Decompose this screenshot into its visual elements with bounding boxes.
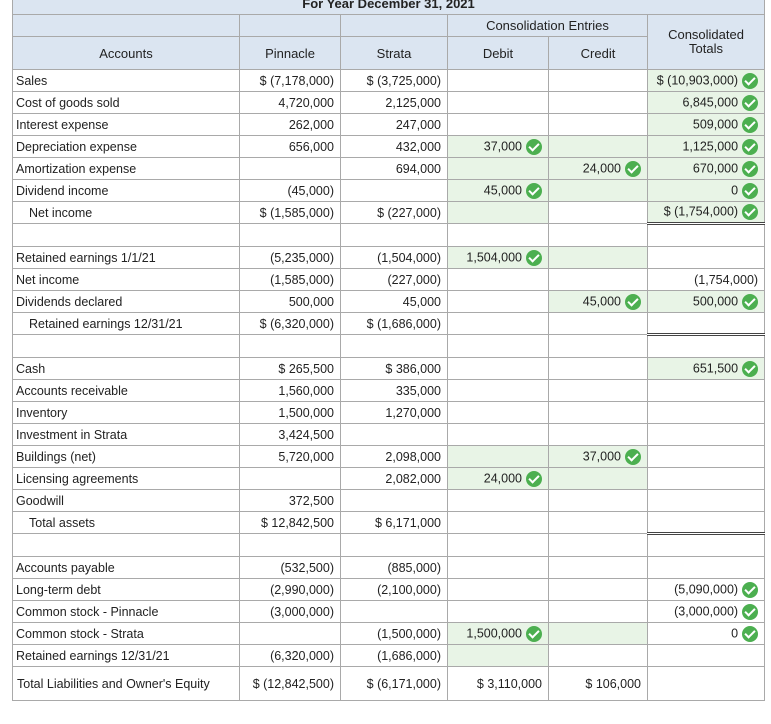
strata-cell	[341, 446, 448, 468]
pinnacle-cell-value: (532,500)	[280, 560, 334, 575]
table-row	[13, 158, 765, 180]
table-row	[13, 623, 765, 645]
checkmark-icon	[742, 139, 758, 155]
table-row	[13, 202, 765, 224]
consolidated-total-input-value: 6,845,000	[682, 94, 739, 109]
debit-input[interactable]	[448, 424, 549, 446]
pinnacle-cell-value: 262,000	[288, 117, 334, 132]
consolidated-total-input[interactable]	[648, 645, 765, 667]
consolidated-total-input[interactable]	[648, 180, 765, 202]
consolidated-total-input[interactable]	[648, 202, 765, 224]
account-name: Sales	[13, 70, 240, 92]
pinnacle-cell	[240, 512, 341, 534]
pinnacle-cell-value: 1,560,000	[278, 383, 334, 398]
debit-input[interactable]	[448, 92, 549, 114]
credit-input[interactable]	[549, 202, 648, 224]
consolidated-total-input[interactable]	[648, 358, 765, 380]
checkmark-icon	[742, 361, 758, 377]
strata-cell	[341, 269, 448, 291]
strata-cell	[341, 468, 448, 490]
strata-cell	[341, 490, 448, 512]
header-blank	[13, 15, 240, 37]
pinnacle-cell	[240, 579, 341, 601]
credit-input[interactable]	[549, 136, 648, 158]
debit-header: Debit	[448, 37, 549, 70]
pinnacle-cell-value: $ (12,842,500)	[252, 676, 334, 691]
strata-cell	[341, 136, 448, 158]
account-name: Goodwill	[13, 490, 240, 512]
consolidated-total-input[interactable]	[648, 557, 765, 579]
debit-input[interactable]	[448, 557, 549, 579]
strata-cell-value: 694,000	[395, 161, 441, 176]
checkmark-icon	[526, 139, 542, 155]
debit-input[interactable]	[448, 446, 549, 468]
credit-input[interactable]	[549, 645, 648, 667]
consolidated-totals-header: Consolidated Totals	[648, 15, 765, 70]
credit-input-value: 24,000	[582, 160, 621, 175]
table-row	[13, 446, 765, 468]
pinnacle-cell	[240, 92, 341, 114]
consolidated-total-input-value: 0	[731, 182, 739, 197]
pinnacle-cell	[240, 70, 341, 92]
consolidation-worksheet	[12, 0, 765, 701]
pinnacle-cell-value: 5,720,000	[278, 449, 334, 464]
pinnacle-cell	[240, 114, 341, 136]
debit-input[interactable]	[448, 645, 549, 667]
pinnacle-cell	[240, 490, 341, 512]
consolidated-total-input[interactable]	[648, 623, 765, 645]
strata-cell	[341, 291, 448, 313]
strata-cell-value: 2,082,000	[385, 471, 441, 486]
consolidated-total-input[interactable]	[648, 380, 765, 402]
credit-input[interactable]	[549, 490, 648, 512]
credit-input[interactable]	[549, 446, 648, 468]
strata-cell-value: $ (6,171,000)	[366, 676, 441, 691]
strata-cell-value: $ (3,725,000)	[366, 73, 441, 88]
pinnacle-cell-value: (2,990,000)	[270, 582, 334, 597]
strata-cell	[341, 158, 448, 180]
table-row	[13, 667, 765, 701]
spacer-cell	[13, 224, 240, 247]
consolidated-total-input[interactable]	[648, 136, 765, 158]
account-name: Buildings (net)	[13, 446, 240, 468]
pinnacle-cell-value: $ (7,178,000)	[259, 73, 334, 88]
consolidated-total-input[interactable]	[648, 92, 765, 114]
account-name: Cost of goods sold	[13, 92, 240, 114]
credit-input[interactable]	[549, 247, 648, 269]
debit-input[interactable]	[448, 402, 549, 424]
credit-input[interactable]	[549, 291, 648, 313]
worksheet-title: For Year December 31, 2021	[13, 0, 765, 15]
spacer-cell	[341, 534, 448, 557]
account-name: Common stock - Strata	[13, 623, 240, 645]
strata-cell-value: (885,000)	[387, 560, 441, 575]
credit-input[interactable]	[549, 313, 648, 335]
consolidated-total-input-value: 509,000	[692, 116, 739, 131]
pinnacle-cell-value: 1,500,000	[278, 405, 334, 420]
consolidated-total-input[interactable]	[648, 70, 765, 92]
account-name: Amortization expense	[13, 158, 240, 180]
strata-cell	[341, 601, 448, 623]
checkmark-icon	[526, 250, 542, 266]
credit-input[interactable]	[549, 579, 648, 601]
checkmark-icon	[742, 604, 758, 620]
pinnacle-cell	[240, 313, 341, 335]
strata-cell	[341, 313, 448, 335]
table-row	[13, 136, 765, 158]
debit-input[interactable]	[448, 202, 549, 224]
strata-cell	[341, 202, 448, 224]
consolidated-total-input[interactable]	[648, 601, 765, 623]
credit-input[interactable]	[549, 180, 648, 202]
credit-input[interactable]	[549, 424, 648, 446]
table-row	[13, 358, 765, 380]
pinnacle-cell	[240, 667, 341, 701]
checkmark-icon	[742, 161, 758, 177]
spacer-cell	[549, 335, 648, 358]
checkmark-icon	[742, 183, 758, 199]
consolidated-total-input[interactable]	[648, 667, 765, 701]
credit-input[interactable]	[549, 114, 648, 136]
spacer-cell	[549, 224, 648, 247]
strata-cell-value: 2,098,000	[385, 449, 441, 464]
strata-cell	[341, 358, 448, 380]
consolidated-total-input-value: 0	[731, 625, 739, 640]
consolidated-total-input[interactable]	[648, 446, 765, 468]
strata-cell-value: 335,000	[395, 383, 441, 398]
consolidated-total-input[interactable]	[648, 114, 765, 136]
pinnacle-cell-value: (5,235,000)	[270, 250, 334, 265]
consolidation-entries-header: Consolidation Entries	[448, 15, 648, 37]
spacer-cell	[648, 224, 765, 247]
checkmark-icon	[742, 117, 758, 133]
debit-input[interactable]	[448, 136, 549, 158]
table-row	[13, 601, 765, 623]
account-name: Net income	[13, 202, 240, 224]
spacer-cell	[448, 335, 549, 358]
spacer-cell	[648, 335, 765, 358]
debit-input-value: 1,500,000	[466, 625, 522, 640]
credit-input-value: 37,000	[582, 448, 621, 463]
credit-input[interactable]	[549, 380, 648, 402]
spacer-row	[13, 224, 765, 247]
account-name: Retained earnings 12/31/21	[13, 313, 240, 335]
debit-input[interactable]	[448, 114, 549, 136]
table-row	[13, 313, 765, 335]
table-row	[13, 92, 765, 114]
spacer-cell	[448, 224, 549, 247]
strata-cell	[341, 667, 448, 701]
consolidated-total-input[interactable]	[648, 490, 765, 512]
table-row	[13, 579, 765, 601]
spacer-cell	[240, 534, 341, 557]
table-row	[13, 402, 765, 424]
credit-input[interactable]	[549, 623, 648, 645]
strata-cell	[341, 247, 448, 269]
consolidated-total-input[interactable]	[648, 424, 765, 446]
checkmark-icon	[742, 626, 758, 642]
pinnacle-cell	[240, 158, 341, 180]
pinnacle-cell	[240, 645, 341, 667]
account-name: Investment in Strata	[13, 424, 240, 446]
debit-input[interactable]	[448, 667, 549, 701]
strata-cell-value: (2,100,000)	[377, 582, 441, 597]
strata-cell-value: $ 6,171,000	[374, 515, 441, 530]
account-name: Accounts receivable	[13, 380, 240, 402]
pinnacle-cell-value: $ (1,585,000)	[259, 205, 334, 220]
strata-cell-value: $ 386,000	[385, 361, 441, 376]
account-name: Accounts payable	[13, 557, 240, 579]
strata-cell-value: $ (227,000)	[377, 205, 441, 220]
strata-cell	[341, 380, 448, 402]
pinnacle-cell-value: $ (6,320,000)	[259, 316, 334, 331]
table-row	[13, 180, 765, 202]
consolidated-total-input[interactable]	[648, 313, 765, 335]
strata-header: Strata	[341, 37, 448, 70]
table-row	[13, 468, 765, 490]
spacer-row	[13, 335, 765, 358]
debit-input[interactable]	[448, 380, 549, 402]
credit-input[interactable]	[549, 158, 648, 180]
debit-input[interactable]	[448, 623, 549, 645]
strata-cell	[341, 114, 448, 136]
debit-input[interactable]	[448, 180, 549, 202]
account-name: Long-term debt	[13, 579, 240, 601]
account-name: Dividends declared	[13, 291, 240, 313]
pinnacle-cell-value: 656,000	[288, 139, 334, 154]
account-name: Net income	[13, 269, 240, 291]
debit-input[interactable]	[448, 601, 549, 623]
debit-input[interactable]	[448, 269, 549, 291]
table-row	[13, 645, 765, 667]
consolidated-total-input-value: 1,125,000	[682, 138, 739, 153]
strata-cell	[341, 70, 448, 92]
strata-cell	[341, 180, 448, 202]
pinnacle-cell-value: (6,320,000)	[270, 648, 334, 663]
table-row	[13, 424, 765, 446]
consolidated-total-input-value: (3,000,000)	[674, 603, 739, 618]
account-name: Common stock - Pinnacle	[13, 601, 240, 623]
credit-input[interactable]	[549, 70, 648, 92]
strata-cell	[341, 623, 448, 645]
pinnacle-cell	[240, 468, 341, 490]
pinnacle-cell-value: (45,000)	[287, 183, 334, 198]
debit-input[interactable]	[448, 579, 549, 601]
table-row	[13, 114, 765, 136]
accounts-header: Accounts	[13, 37, 240, 70]
pinnacle-cell-value: $ 265,500	[278, 361, 334, 376]
strata-cell-value: (227,000)	[387, 272, 441, 287]
debit-input-value: 45,000	[483, 182, 522, 197]
spacer-cell	[549, 534, 648, 557]
consolidated-total-input[interactable]	[648, 269, 765, 291]
credit-input[interactable]	[549, 358, 648, 380]
debit-input[interactable]	[448, 468, 549, 490]
checkmark-icon	[625, 294, 641, 310]
table-row	[13, 512, 765, 534]
consolidated-total-input[interactable]	[648, 512, 765, 534]
consolidated-total-input-value: 651,500	[692, 360, 739, 375]
strata-cell-value: (1,686,000)	[377, 648, 441, 663]
table-row	[13, 269, 765, 291]
credit-input[interactable]	[549, 402, 648, 424]
table-row	[13, 380, 765, 402]
strata-cell-value: 432,000	[395, 139, 441, 154]
checkmark-icon	[742, 204, 758, 220]
account-name: Cash	[13, 358, 240, 380]
pinnacle-cell	[240, 402, 341, 424]
strata-cell	[341, 645, 448, 667]
strata-cell	[341, 579, 448, 601]
pinnacle-cell-value: 4,720,000	[278, 95, 334, 110]
consolidated-total-input-value: 500,000	[692, 293, 739, 308]
pinnacle-cell-value: 3,424,500	[278, 427, 334, 442]
debit-input-value: $ 3,110,000	[476, 676, 542, 691]
strata-cell	[341, 557, 448, 579]
pinnacle-cell-value: (3,000,000)	[270, 604, 334, 619]
strata-cell-value: 1,270,000	[385, 405, 441, 420]
spacer-cell	[240, 335, 341, 358]
checkmark-icon	[742, 294, 758, 310]
debit-input[interactable]	[448, 291, 549, 313]
pinnacle-cell	[240, 446, 341, 468]
table-row	[13, 247, 765, 269]
pinnacle-cell	[240, 557, 341, 579]
pinnacle-cell	[240, 247, 341, 269]
consolidated-total-input[interactable]	[648, 468, 765, 490]
pinnacle-cell-value: 372,500	[288, 493, 334, 508]
checkmark-icon	[625, 449, 641, 465]
strata-cell-value: 45,000	[402, 294, 441, 309]
consolidated-total-input-value: (1,754,000)	[694, 272, 759, 287]
credit-input[interactable]	[549, 468, 648, 490]
account-name: Retained earnings 1/1/21	[13, 247, 240, 269]
checkmark-icon	[526, 183, 542, 199]
pinnacle-cell	[240, 202, 341, 224]
account-name: Total Liabilities and Owner's Equity	[13, 667, 240, 701]
spacer-cell	[341, 224, 448, 247]
debit-input[interactable]	[448, 358, 549, 380]
pinnacle-cell-value: $ 12,842,500	[261, 515, 334, 530]
consolidated-total-input[interactable]	[648, 402, 765, 424]
credit-input[interactable]	[549, 557, 648, 579]
spacer-cell	[240, 224, 341, 247]
consolidated-total-input[interactable]	[648, 291, 765, 313]
credit-input[interactable]	[549, 601, 648, 623]
credit-input[interactable]	[549, 92, 648, 114]
account-name: Inventory	[13, 402, 240, 424]
account-name: Interest expense	[13, 114, 240, 136]
strata-cell-value: 247,000	[395, 117, 441, 132]
checkmark-icon	[526, 471, 542, 487]
checkmark-icon	[526, 626, 542, 642]
debit-input-value: 37,000	[483, 138, 522, 153]
debit-input[interactable]	[448, 247, 549, 269]
credit-input-value: $ 106,000	[585, 676, 641, 691]
checkmark-icon	[742, 73, 758, 89]
consolidated-total-input-value: $ (10,903,000)	[656, 72, 739, 87]
strata-cell	[341, 512, 448, 534]
pinnacle-cell	[240, 623, 341, 645]
strata-cell	[341, 424, 448, 446]
debit-input[interactable]	[448, 70, 549, 92]
strata-cell	[341, 92, 448, 114]
spacer-cell	[448, 534, 549, 557]
table-row	[13, 557, 765, 579]
account-name: Dividend income	[13, 180, 240, 202]
consolidated-total-input-value: $ (1,754,000)	[663, 204, 739, 219]
consolidated-total-input[interactable]	[648, 158, 765, 180]
credit-header: Credit	[549, 37, 648, 70]
pinnacle-header: Pinnacle	[240, 37, 341, 70]
checkmark-icon	[742, 582, 758, 598]
consolidated-total-input-value: (5,090,000)	[674, 581, 739, 596]
consolidated-total-input[interactable]	[648, 579, 765, 601]
account-name: Retained earnings 12/31/21	[13, 645, 240, 667]
pinnacle-cell	[240, 136, 341, 158]
debit-input[interactable]	[448, 158, 549, 180]
strata-cell-value: $ (1,686,000)	[366, 316, 441, 331]
spacer-row	[13, 534, 765, 557]
credit-input-value: 45,000	[582, 293, 621, 308]
pinnacle-cell	[240, 358, 341, 380]
credit-input[interactable]	[549, 269, 648, 291]
pinnacle-cell-value: (1,585,000)	[270, 272, 334, 287]
table-row	[13, 490, 765, 512]
account-name: Total assets	[13, 512, 240, 534]
debit-input[interactable]	[448, 512, 549, 534]
debit-input[interactable]	[448, 313, 549, 335]
checkmark-icon	[625, 161, 641, 177]
debit-input[interactable]	[448, 490, 549, 512]
account-name: Depreciation expense	[13, 136, 240, 158]
pinnacle-cell-value: 500,000	[288, 294, 334, 309]
spacer-cell	[648, 534, 765, 557]
credit-input[interactable]	[549, 667, 648, 701]
consolidated-total-input-value: 670,000	[692, 160, 739, 175]
spacer-cell	[13, 335, 240, 358]
debit-input-value: 24,000	[483, 470, 522, 485]
table-row	[13, 291, 765, 313]
strata-cell	[341, 402, 448, 424]
pinnacle-cell	[240, 380, 341, 402]
pinnacle-cell	[240, 180, 341, 202]
pinnacle-cell	[240, 269, 341, 291]
consolidated-total-input[interactable]	[648, 247, 765, 269]
strata-cell-value: 2,125,000	[385, 95, 441, 110]
account-name: Licensing agreements	[13, 468, 240, 490]
credit-input[interactable]	[549, 512, 648, 534]
pinnacle-cell	[240, 424, 341, 446]
spacer-cell	[13, 534, 240, 557]
pinnacle-cell	[240, 291, 341, 313]
table-row	[13, 70, 765, 92]
checkmark-icon	[742, 95, 758, 111]
spacer-cell	[341, 335, 448, 358]
strata-cell-value: (1,500,000)	[377, 626, 441, 641]
debit-input-value: 1,504,000	[466, 249, 522, 264]
strata-cell-value: (1,504,000)	[377, 250, 441, 265]
pinnacle-cell	[240, 601, 341, 623]
